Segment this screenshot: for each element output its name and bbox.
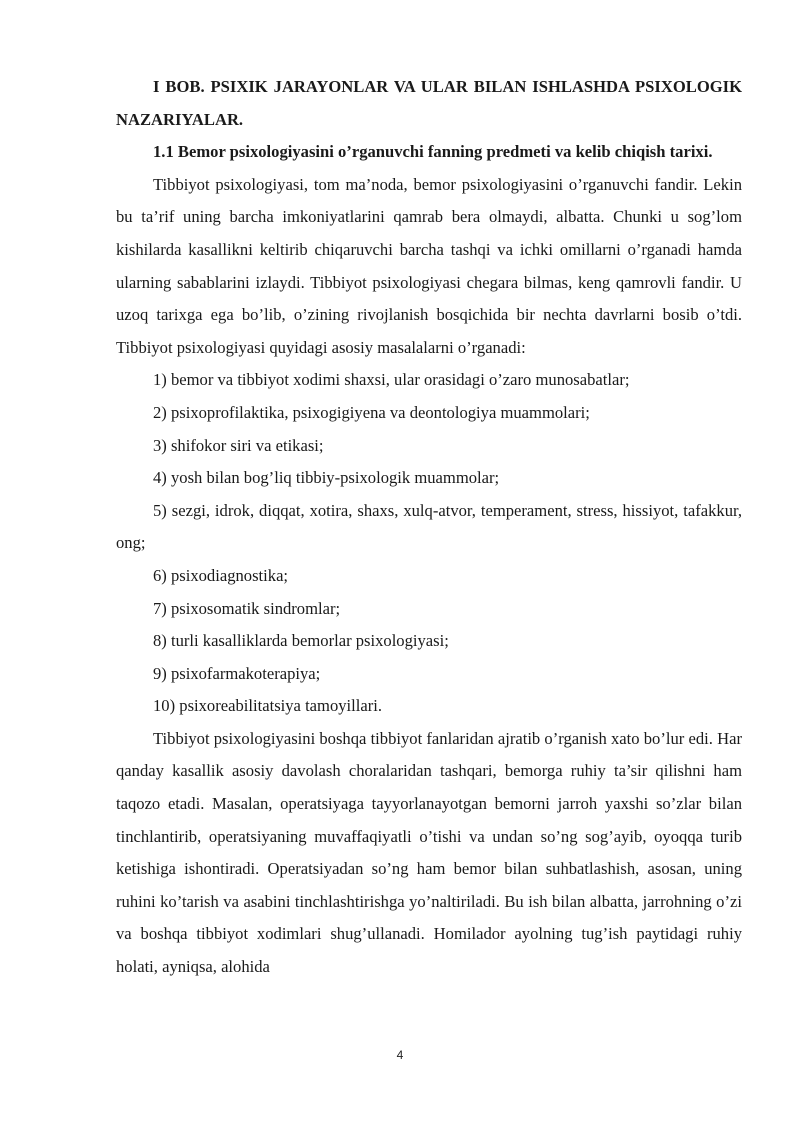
- list-item: 3) shifokor siri va etikasi;: [153, 435, 324, 455]
- list-item: 8) turli kasalliklarda bemorlar psixologiyasi;: [153, 631, 449, 651]
- topic-list: [116, 364, 742, 723]
- page-number: 4: [396, 1048, 404, 1062]
- body-paragraph-1: Tibbiyot psixologiyasi, tom ma’noda, bemor psixologiyasini o’rganuvchi fandir. Lekin bu ta’rif uning barcha imkoniyatlarini qamrab bera olmaydi, albatta. Chunki u sog’lom kishilarda kasallikni keltirib chiqaruvchi barcha tashqi va ichki omillarni o’rganadi hamda ularning sabablarini izlaydi. Tibbiyot psixologiyasi chegara bilmas, keng qamrovli fandir. U uzoq tarixga ega bo’lib, o’zining rivojlanish bosqichida bir nechta davrlarni bosib o’tdi. Tibbiyot psixologiyasi quyidagi asosiy masalalarni o’rganadi:: [116, 174, 742, 357]
- list-item: 4) yosh bilan bog’liq tibbiy-psixologik muammolar;: [153, 468, 500, 488]
- list-item: 7) psixosomatik sindromlar;: [153, 598, 341, 618]
- list-item: 6) psixodiagnostika;: [153, 565, 289, 585]
- section-heading: 1.1 Bemor psixologiyasini o’rganuvchi fanning predmeti va kelib chiqish tarixi.: [153, 142, 713, 162]
- list-item: 5) sezgi, idrok, diqqat, xotira, shaxs, xulq-atvor, temperament, stress, hissiyot, tafakkur, ong;: [116, 500, 742, 553]
- chapter-heading: I BOB. PSIXIK JARAYONLAR VA ULAR BILAN ISHLASHDA PSIXOLOGIK NAZARIYALAR.: [116, 77, 742, 129]
- list-item: 2) psixoprofilaktika, psixogigiyena va deontologiya muammolari;: [153, 402, 590, 422]
- list-item: 10) psixoreabilitatsiya tamoyillari.: [153, 696, 383, 716]
- page-content: [116, 71, 742, 984]
- list-item: 9) psixofarmakoterapiya;: [153, 663, 321, 683]
- list-item: 1) bemor va tibbiyot xodimi shaxsi, ular orasidagi o’zaro munosabatlar;: [153, 370, 630, 390]
- body-paragraph-2: Tibbiyot psixologiyasini boshqa tibbiyot fanlaridan ajratib o’rganish xato bo’lur edi. Har qanday kasallik asosiy davolash choralaridan tashqari, bemorga ruhiy ta’sir qilishni ham taqozo etadi. Masalan, operatsiyaga tayyorlanayotgan bemorni jarroh yaxshi so’zlar bilan tinchlantirib, operatsiyaning muvaffaqiyatli o’tishi va undan so’ng sog’ayib, oyoqqa turib ketishiga ishontiradi. Operatsiyadan so’ng ham bemor bilan suhbatlashish, asosan, uning ruhini ko’tarish va asabini tinchlashtirishga yo’naltiriladi. Bu ish bilan albatta, jarrohning o’zi va boshqa tibbiyot xodimlari shug’ullanadi. Homilador ayolning tug’ish paytidagi ruhiy holati, ayniqsa, alohida: [116, 728, 742, 977]
